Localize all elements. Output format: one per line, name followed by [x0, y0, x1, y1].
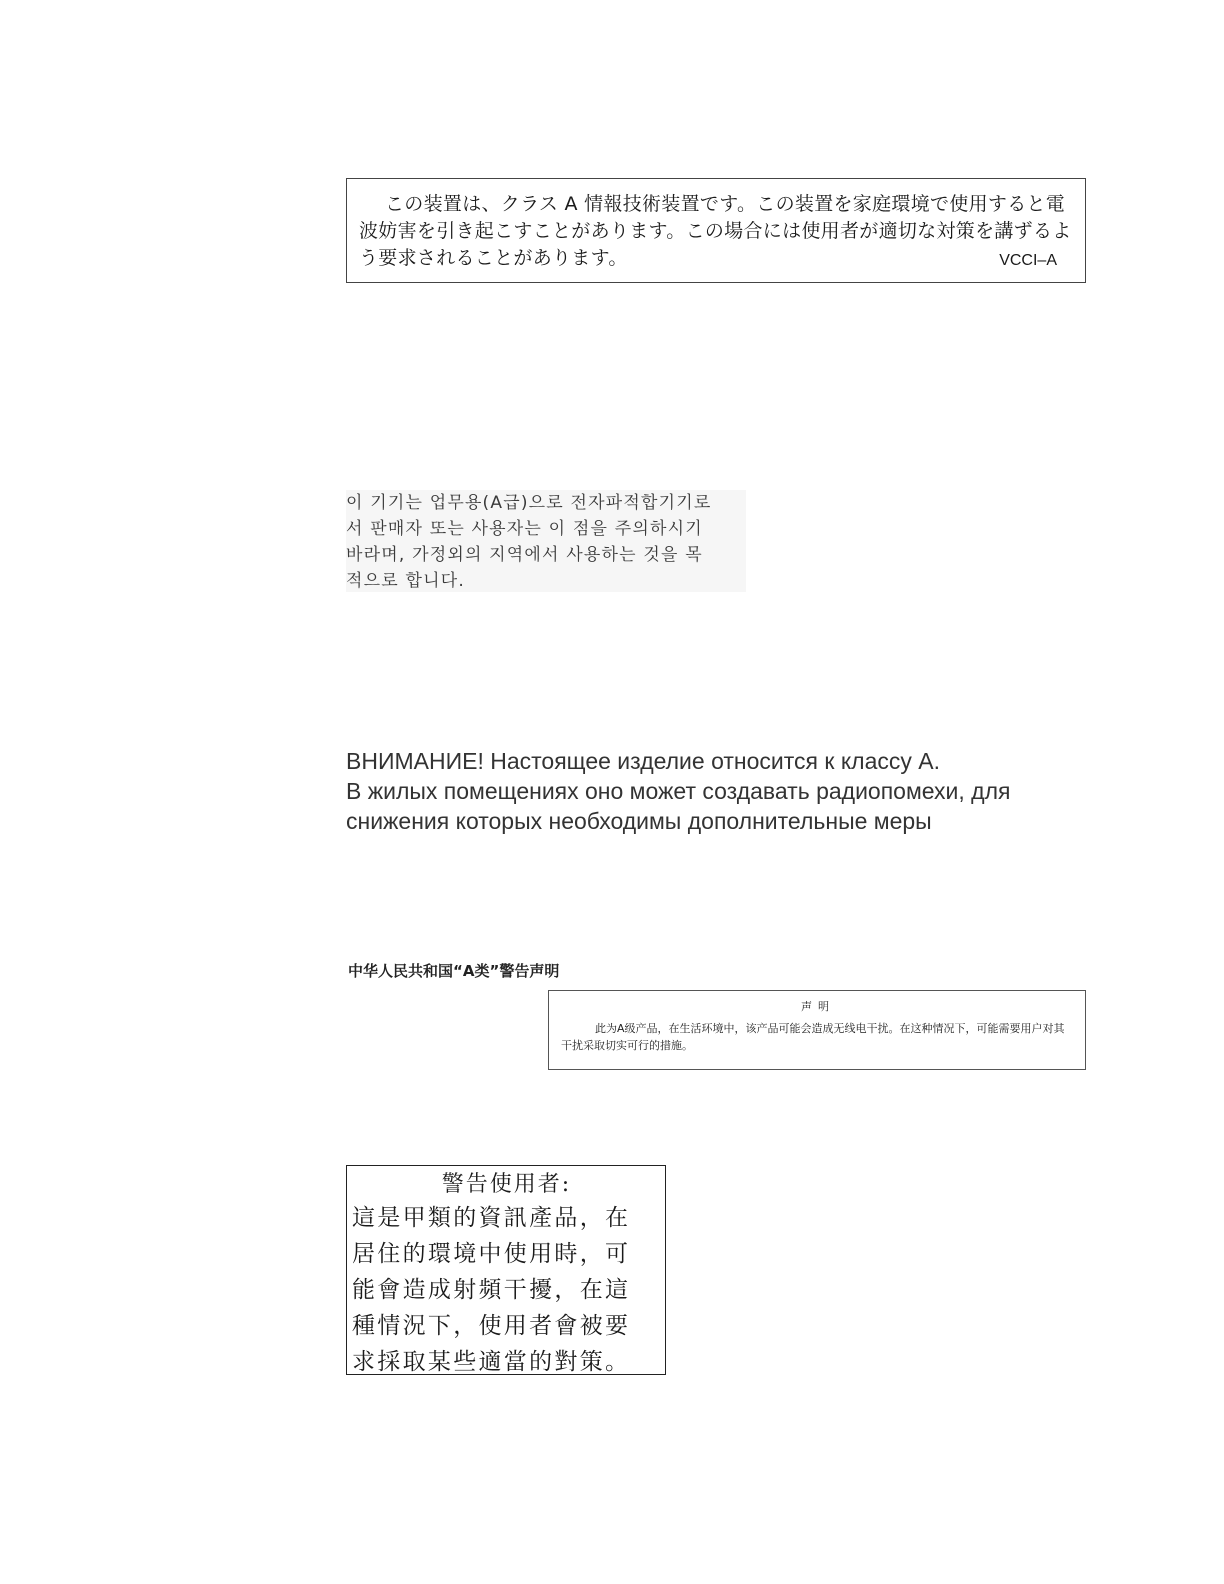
- korean-notice-line: 이 기기는 업무용(A급)으로 전자파적합기기로: [346, 493, 712, 513]
- korean-notice-line: 바라며, 가정외의 지역에서 사용하는 것을 목: [346, 545, 703, 565]
- korean-notice-line: 서 판매자 또는 사용자는 이 점을 주의하시기: [346, 519, 703, 539]
- korean-notice: [346, 490, 746, 592]
- taiwan-notice-box: [346, 1165, 666, 1375]
- taiwan-notice-line: 求採取某些適當的對策。: [352, 1349, 631, 1375]
- china-notice-box: [548, 990, 1086, 1070]
- taiwan-notice-line: 這是甲類的資訊產品，在: [352, 1205, 631, 1231]
- taiwan-notice-title: 警告使用者:: [441, 1172, 572, 1197]
- russian-notice-line: В жилых помещениях оно может создавать радиопомехи, для: [346, 778, 1011, 804]
- russian-notice-line: ВНИМАНИЕ! Настоящее изделие относится к классу А.: [346, 748, 940, 774]
- russian-notice: [346, 746, 1106, 836]
- taiwan-notice-line: 能會造成射頻干擾，在這: [352, 1277, 631, 1303]
- china-notice-title: 中华人民共和国“A类”警告声明: [348, 962, 560, 980]
- japanese-vcci-notice: [346, 178, 1086, 283]
- vcci-code: VCCI–A: [999, 252, 1057, 269]
- taiwan-notice-line: 居住的環境中使用時，可: [352, 1241, 631, 1267]
- china-notice-box-title: 声明: [801, 1000, 835, 1013]
- china-notice-box-text: 此为A级产品，在生活环境中，该产品可能会造成无线电干扰。在这种情况下，可能需要用户对其干扰采取切实可行的措施。: [561, 1022, 1065, 1052]
- taiwan-notice-line: 種情況下，使用者會被要: [352, 1313, 631, 1339]
- japanese-notice-text: この装置は、クラス A 情報技術装置です。この装置を家庭環境で使用すると電波妨害を引き起こすことがあります。この場合には使用者が適切な対策を講ずるよう要求されることがあります。: [359, 193, 1072, 269]
- korean-notice-line: 적으로 합니다.: [346, 571, 465, 591]
- russian-notice-line: снижения которых необходимы дополнительные меры: [346, 808, 932, 834]
